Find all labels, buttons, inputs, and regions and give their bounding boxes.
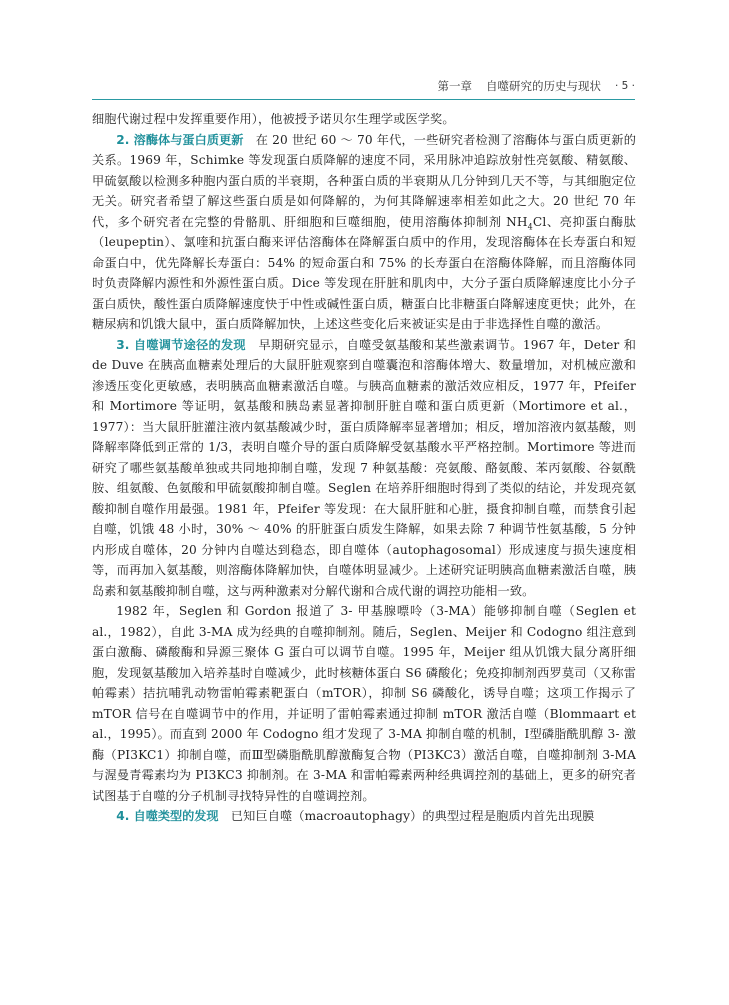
- paragraph-text: 细胞代谢过程中发挥重要作用），他被授予诺贝尔生理学或医学奖。: [92, 112, 455, 126]
- paragraph-text: 在 20 世纪 60 ～ 70 年代，一些研究者检测了溶酶体与蛋白质更新的关系。1969 年，Schimke 等发现蛋白质降解的速度不同，采用脉冲追踪放射性亮氨酸、精氨酸、甲硫氨酸以检测多种胞内蛋白质的半衰期，各种蛋白质的半衰期从几分钟到几天不等，与其细胞定位无关。研究者希望了解这些蛋白质是如何降解的，为何其降解速率相差如此之大。20 世纪 70 年代，多个研究者在完整的骨骼肌、肝细胞和巨噬细胞，使用溶酶体抑制剂 NH: [92, 132, 636, 229]
- paragraph-3ma-mtor: [92, 601, 636, 806]
- section-heading: 2. 溶酶体与蛋白质更新: [116, 132, 244, 147]
- chapter-label: 第一章: [437, 78, 472, 93]
- chapter-title: 自噬研究的历史与现状: [485, 78, 601, 93]
- paragraph-continuation: [92, 109, 636, 130]
- paragraph-text: 已知巨自噬（macroautophagy）的典型过程是胞质内首先出现膜: [218, 809, 595, 823]
- running-header: [92, 74, 635, 100]
- paragraph-text: 1982 年，Seglen 和 Gordon 报道了 3- 甲基腺嘌呤（3-MA）能够抑制自噬（Seglen et al.，1982），自此 3-MA 成为经典的自噬抑制剂。随后，Seglen、Meijer 和 Codogno 组注意到蛋白激酶、磷酸酶和异源三聚体 G 蛋白可以调节自噬。1995 年，Meijer 组从饥饿大鼠分离肝细胞，发现氨基酸加入培养基时自噬减少，此时核糖体蛋白 S6 磷酸化；免疫抑制剂西罗莫司（又称雷帕霉素）拮抗哺乳动物雷帕霉素靶蛋白（mTOR），抑制 S6 磷酸化，诱导自噬；这项工作揭示了 mTOR 信号在自噬调节中的作用，并证明了雷帕霉素通过抑制 mTOR 激活自噬（Blommaart et al.，1995）。而直到 2000 年 Codogno 组才发现了 3-MA 抑制自噬的机制，Ⅰ型磷脂酰肌醇 3- 激酶（PI3KC1）抑制自噬，而Ⅲ型磷脂酰肌醇激酶复合物（PI3KC3）激活自噬，自噬抑制剂 3-MA 与渥曼青霉素均为 PI3KC3 抑制剂。在 3-MA 和雷帕霉素两种经典调控剂的基础上，更多的研究者试图基于自噬的分子机制寻找特异性的自噬调控剂。: [92, 604, 636, 803]
- section-autophagy-types: [92, 806, 636, 827]
- subscript-text: 4: [527, 221, 533, 231]
- section-autophagy-regulation: [92, 335, 636, 602]
- body-text: [92, 109, 636, 827]
- paragraph-text: Cl、亮抑蛋白酶肽（leupeptin）、氯喹和抗蛋白酶来评估溶酶体在降解蛋白质中的作用，发现溶酶体在长寿蛋白和短命蛋白中，优先降解长寿蛋白：54% 的短命蛋白和 75% 的长寿蛋白在溶酶体降解，而且溶酶体同时负责降解内源性和外源性蛋白质。Dice 等发现在肝脏和肌肉中，大分子蛋白质降解速度比小分子蛋白质快，酸性蛋白质降解速度快于中性或碱性蛋白质，糖蛋白比非糖蛋白降解速度更快；此外，在糖尿病和饥饿大鼠中，蛋白质降解加快，上述这些变化后来被证实是由于非选择性自噬的激活。: [92, 214, 636, 331]
- paragraph-text: 早期研究显示，自噬受氨基酸和某些激素调节。1967 年，Deter 和 de Duve 在胰高血糖素处理后的大鼠肝脏观察到自噬囊泡和溶酶体增大、数量增加，对机械应激和渗透压变化更敏感，表明胰高血糖素激活自噬。与胰高血糖素的激活效应相反，1977 年，Pfeifer 和 Mortimore 等证明，氨基酸和胰岛素显著抑制肝脏自噬和蛋白质更新（Mortimore et al.，1977）：当大鼠肝脏灌注液内氨基酸减少时，蛋白质降解率显著增加；相反，增加溶液内氨基酸，则降解率降低到正常的 1/3，表明自噬介导的蛋白质降解受氨基酸水平严格控制。Mortimore 等进而研究了哪些氨基酸单独或共同地抑制自噬，发现 7 种氨基酸：亮氨酸、酪氨酸、苯丙氨酸、谷氨酰胺、组氨酸、色氨酸和甲硫氨酸抑制自噬。Seglen 在培养肝细胞时得到了类似的结论，并发现亮氨酸抑制自噬作用最强。1981 年，Pfeifer 等发现：在大鼠肝脏和心脏，摄食抑制自噬，而禁食引起自噬，饥饿 48 小时，30% ～ 40% 的肝脏蛋白质发生降解，如果去除 7 种调节性氨基酸，5 分钟内形成自噬体，20 分钟内自噬达到稳态，即自噬体（autophagosomal）形成速度与损失速度相等，而再加入氨基酸，则溶酶体降解加快，自噬体明显减少。上述研究证明胰高血糖素激活自噬，胰岛素和氨基酸抑制自噬，这与两种激素对分解代谢和合成代谢的调控功能相一致。: [92, 337, 636, 598]
- section-heading: 3. 自噬调节途径的发现: [116, 337, 246, 352]
- page-number: · 5 ·: [614, 79, 635, 92]
- section-lysosome-protein-turnover: [92, 130, 636, 335]
- section-heading: 4. 自噬类型的发现: [116, 809, 219, 823]
